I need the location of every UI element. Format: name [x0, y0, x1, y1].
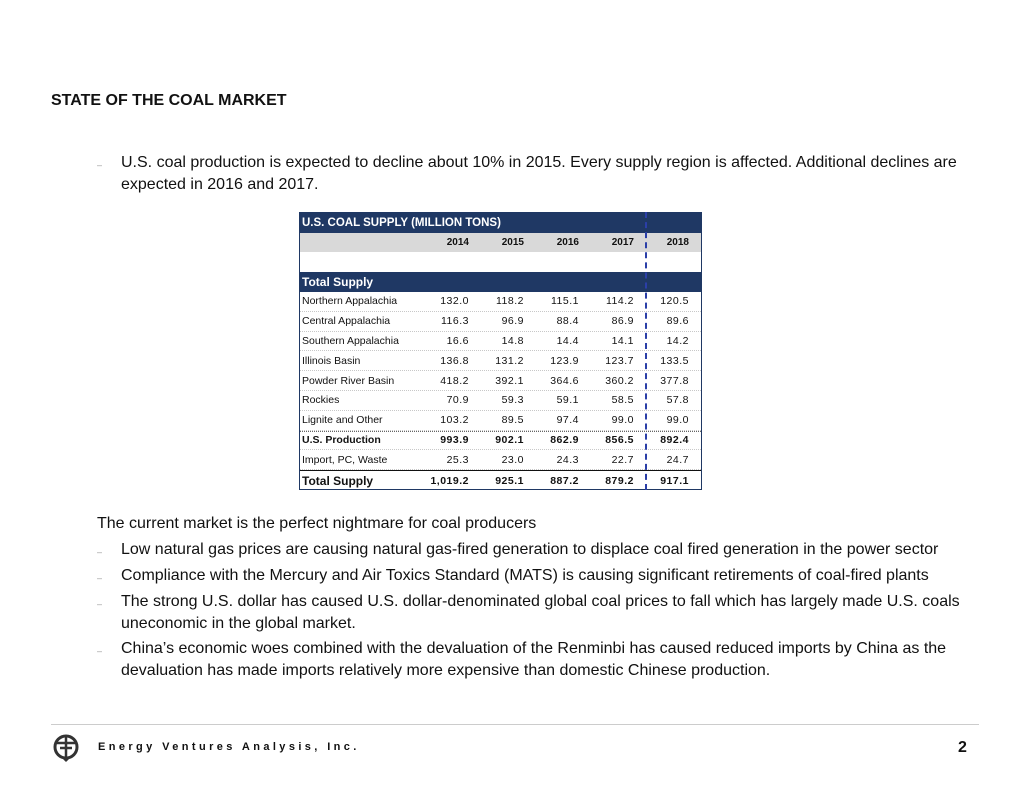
- table-row: [300, 312, 701, 332]
- year-header: 2016: [556, 237, 579, 248]
- year-header: 2014: [446, 237, 469, 248]
- table-row: [300, 431, 701, 451]
- coal-supply-table: [299, 212, 702, 490]
- market-bullet-text: The strong U.S. dollar has caused U.S. dollar-denominated global coal prices to fall which has largely made U.S. coals uneconomic in the global market.: [121, 593, 960, 632]
- row-label: U.S. Production: [302, 434, 381, 447]
- year-header-spacer: [300, 233, 421, 252]
- bullet-marker: –: [97, 547, 103, 557]
- table-cell: 902.1: [495, 434, 524, 447]
- row-label: Central Appalachia: [302, 315, 391, 328]
- row-label: Powder River Basin: [302, 374, 395, 387]
- table-row: [300, 371, 701, 391]
- market-bullet: [97, 565, 987, 589]
- market-bullet-text: China’s economic woes combined with the devaluation of the Renminbi has caused reduced imports by China as the devaluation has made imports relatively more expensive than domestic Chinese production.: [121, 640, 947, 679]
- market-bullet-text: Low natural gas prices are causing natural gas-fired generation to displace coal fired generation in the power sector: [121, 541, 939, 558]
- table-cell: 925.1: [495, 474, 524, 487]
- table-cell: 123.9: [550, 354, 579, 367]
- table-cell: 24.3: [556, 453, 579, 466]
- table-row: [300, 470, 701, 490]
- row-label: Import, PC, Waste: [302, 453, 388, 466]
- page-title: STATE OF THE COAL MARKET: [51, 92, 287, 109]
- market-lead-text: The current market is the perfect nightmare for coal producers: [97, 515, 537, 532]
- table-cell: 114.2: [606, 295, 634, 308]
- table-cell: 59.1: [556, 394, 579, 407]
- market-bullet: [97, 591, 987, 635]
- bullet-marker: –: [97, 599, 103, 609]
- bullet-marker: –: [97, 573, 103, 583]
- table-row: [300, 450, 701, 470]
- row-label: Southern Appalachia: [302, 334, 399, 347]
- year-header: 2018: [666, 237, 689, 248]
- table-cell: 856.5: [605, 434, 634, 447]
- table-cell: 59.3: [501, 394, 524, 407]
- table-cell: 57.8: [666, 394, 689, 407]
- table-cell: 96.9: [501, 315, 524, 328]
- table-cell: 89.6: [666, 315, 689, 328]
- table-cell: 115.1: [551, 295, 579, 308]
- table-cell: 862.9: [550, 434, 579, 447]
- forecast-divider: [645, 212, 647, 490]
- eva-logo-icon: [51, 733, 81, 763]
- row-label: Illinois Basin: [302, 354, 361, 367]
- table-cell: 123.7: [605, 354, 634, 367]
- table-cell: 136.8: [440, 354, 469, 367]
- table-cell: 887.2: [550, 474, 579, 487]
- table-cell: 993.9: [440, 434, 469, 447]
- table-cell: 879.2: [605, 474, 634, 487]
- row-label: Rockies: [302, 394, 340, 407]
- table-cell: 14.4: [556, 334, 579, 347]
- row-label: Northern Appalachia: [302, 295, 398, 308]
- table-cell: 132.0: [440, 295, 469, 308]
- table-row: [300, 332, 701, 352]
- table-cell: 1,019.2: [430, 474, 469, 487]
- bullet-marker: –: [97, 646, 103, 656]
- row-label: Lignite and Other: [302, 414, 383, 427]
- table-title: U.S. COAL SUPPLY (MILLION TONS): [300, 213, 701, 233]
- market-bullet-text: Compliance with the Mercury and Air Toxics Standard (MATS) is causing significant retirements of coal-fired plants: [121, 567, 929, 584]
- table-cell: 14.1: [611, 334, 634, 347]
- row-label: Total Supply: [302, 473, 374, 488]
- table-cell: 99.0: [666, 414, 689, 427]
- market-bullet: [97, 539, 987, 563]
- table-cell: 103.2: [440, 414, 469, 427]
- table-row: [300, 351, 701, 371]
- table-cell: 116.3: [441, 315, 469, 328]
- footer-divider: [51, 724, 979, 725]
- table-cell: 58.5: [611, 394, 634, 407]
- year-header: 2017: [611, 237, 634, 248]
- table-cell: 377.8: [660, 374, 689, 387]
- table-cell: 22.7: [611, 453, 634, 466]
- page-number: 2: [958, 739, 967, 756]
- market-bullet: [97, 638, 987, 682]
- table-cell: 917.1: [660, 474, 689, 487]
- table-body: [300, 292, 701, 490]
- table-cell: 25.3: [446, 453, 469, 466]
- table-cell: 364.6: [550, 374, 579, 387]
- table-cell: 99.0: [611, 414, 634, 427]
- table-row: [300, 292, 701, 312]
- table-cell: 14.8: [501, 334, 524, 347]
- table-cell: 24.7: [666, 453, 689, 466]
- table-cell: 120.5: [660, 295, 689, 308]
- year-header: 2015: [501, 237, 524, 248]
- bullet-marker: –: [97, 160, 103, 170]
- table-cell: 88.4: [556, 315, 579, 328]
- table-cell: 892.4: [660, 434, 689, 447]
- spacer-row: [300, 252, 701, 272]
- company-name: Energy Ventures Analysis, Inc.: [98, 741, 360, 753]
- table-cell: 70.9: [446, 394, 469, 407]
- table-cell: 14.2: [666, 334, 689, 347]
- table-cell: 86.9: [611, 315, 634, 328]
- table-cell: 23.0: [501, 453, 524, 466]
- intro-bullet-text: U.S. coal production is expected to decline about 10% in 2015. Every supply region is affected. Additional declines are expected in 2016 and 2017.: [121, 154, 957, 193]
- section-label: Total Supply: [300, 272, 701, 292]
- table-cell: 360.2: [605, 374, 634, 387]
- table-cell: 118.2: [496, 295, 524, 308]
- year-header-row: [300, 233, 701, 252]
- table-cell: 418.2: [440, 374, 469, 387]
- table-cell: 392.1: [495, 374, 524, 387]
- table-cell: 16.6: [446, 334, 469, 347]
- table-cell: 97.4: [556, 414, 579, 427]
- table-row: [300, 411, 701, 431]
- table-cell: 89.5: [501, 414, 524, 427]
- intro-bullet: [97, 152, 977, 196]
- table-cell: 131.2: [495, 354, 524, 367]
- table-row: [300, 391, 701, 411]
- table-cell: 133.5: [660, 354, 689, 367]
